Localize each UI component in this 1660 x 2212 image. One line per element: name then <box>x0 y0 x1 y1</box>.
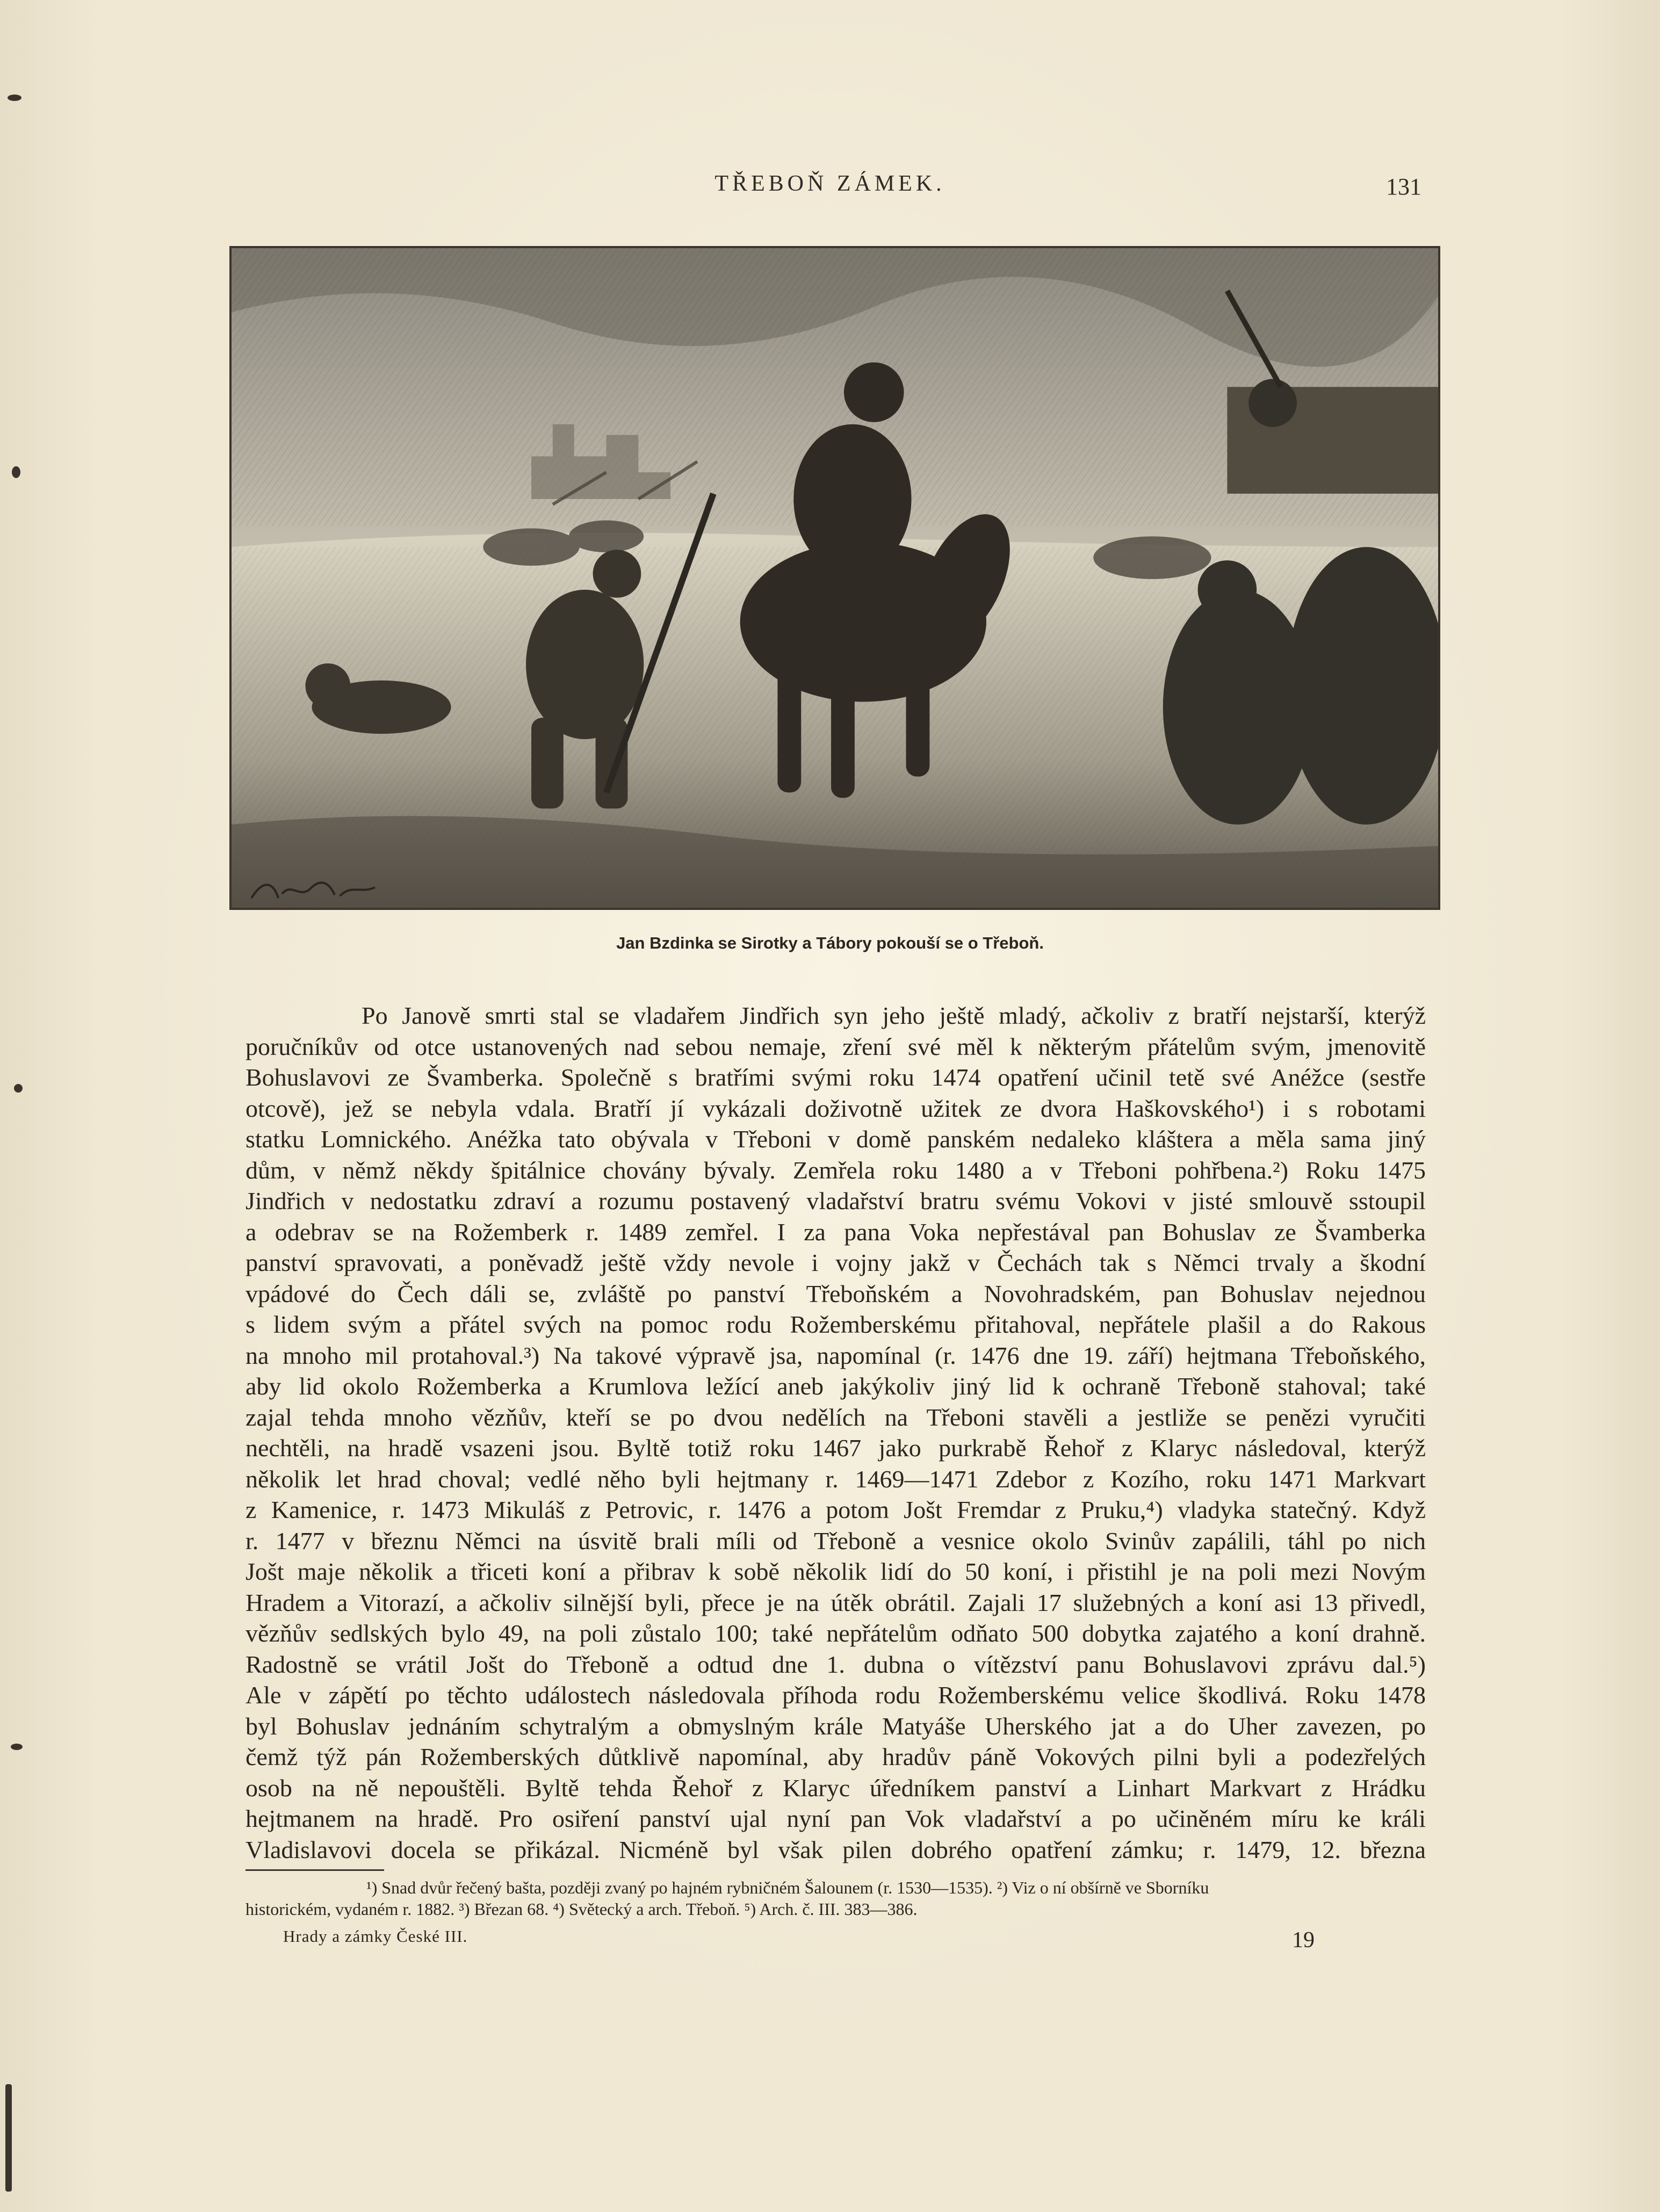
body-text <box>246 1000 1426 1865</box>
margin-speck <box>14 1084 23 1093</box>
text-line: čemž týž pán Rožemberských důtklivě napomínal, aby hradův páně Vokových pilni byli a podezřelých <box>246 1743 1426 1770</box>
text-line: hejtmanem na hradě. Pro osiření panství ujal nyní pan Vok vladařství a po učiněném míru ke králi <box>246 1805 1426 1832</box>
text-line: a odebrav se na Rožemberk r. 1489 zemřel. I za pana Voka nepřestával pan Bohuslav ze Švamberka <box>246 1218 1426 1246</box>
text-line: otcově), jež se nebyla vdala. Bratří jí vykázali doživotně užitek ze dvora Haškovského¹) i s robotami <box>246 1094 1426 1122</box>
text-line: několik let hrad choval; vedlé něho byli hejtmany r. 1469—1471 Zdebor z Kozího, roku 1471 Markvart <box>246 1465 1426 1493</box>
text-line: s lidem svým a přátel svých na pomoc rodu Rožemberskému přitahoval, nepřátele plašil a do Rakous <box>246 1311 1426 1338</box>
text-line: Jošt maje několik a třiceti koní a přibrav k sobě několik lidí do 50 koní, i přistihl je na poli mezi Novým <box>246 1558 1426 1585</box>
footnotes <box>246 1877 1426 1920</box>
page-number: 131 <box>1386 174 1421 200</box>
text-line: vězňův sedlských bylo 49, na poli zůstalo 100; také nepřátelům odňato 500 dobytka zajatého a koní drahně. <box>246 1620 1426 1647</box>
text-line: Po Janově smrti stal se vladařem Jindřich syn jeho ještě mladý, ačkoliv z bratří nejstarší, kterýž <box>362 1002 1426 1029</box>
text-line: z Kamenice, r. 1473 Mikuláš z Petrovic, r. 1476 a potom Jošt Fremdar z Pruku,⁴) vladyka statečný. Když <box>246 1496 1426 1523</box>
text-line: r. 1477 v březnu Němci na úsvitě brali míli od Třeboně a vesnice okolo Svinův zapálili, táhl po nich <box>246 1527 1426 1555</box>
text-line: na mnoho mil protahoval.³) Na takové výpravě jsa, napomínal (r. 1476 dne 19. září) hejtmana Třeboňského, <box>246 1341 1426 1369</box>
margin-speck <box>12 466 20 478</box>
text-line: byl Bohuslav jednáním schytralým a obmyslným krále Matyáše Uherského jat a do Uher zavezen, po <box>246 1712 1426 1740</box>
margin-speck <box>8 95 21 101</box>
text-line: Vladislavovi docela se přikázal. Nicméně byl však pilen dobrého opatření zámku; r. 1479, 12. března <box>246 1835 1426 1863</box>
text-line: osob na ně nepouštěli. Byltě tehda Řehoř z Klaryc úředníkem panství a Linhart Markvart z Hrádku <box>246 1774 1426 1802</box>
book-signature: Hrady a zámky České III. <box>283 1927 468 1946</box>
text-line: Ale v zápětí po těchto událostech následovala příhoda rodu Rožemberskému velice škodlivá. Roku 1478 <box>246 1681 1426 1709</box>
text-line: statku Lomnického. Anéžka tato obývala v Třeboni v domě panském nedaleko kláštera a měla sama jiný <box>246 1125 1426 1153</box>
sheet-number: 19 <box>1292 1928 1315 1953</box>
text-line: vpádové do Čech dáli se, zvláště po panství Třeboňském a Novohradském, pan Bohuslav nejednou <box>246 1280 1426 1307</box>
battle-scene-engraving <box>232 248 1438 908</box>
illustration-caption: Jan Bzdinka se Sirotky a Tábory pokouší se o Třeboň. <box>616 934 1044 952</box>
text-line: Hradem a Vitorazí, a ačkoliv silnější byli, přece je na útěk obrátil. Zajali 17 služebných a koní asi 13 přivedl, <box>246 1588 1426 1616</box>
text-line: Bohuslavovi ze Švamberka. Společně s bratřími svými roku 1474 opatření učinil tetě své Anéžce (sestře <box>246 1064 1426 1091</box>
artist-signature <box>249 878 378 905</box>
margin-speck <box>5 2084 12 2192</box>
text-line: aby lid okolo Rožemberka a Krumlova ležící aneb jakýkoliv jiný lid k ochraně Třeboně stahoval; také <box>246 1372 1426 1400</box>
text-line: Radostně se vrátil Jošt do Třeboně a odtud dne 1. dubna o vítězství panu Bohuslavovi zprávu dal.⁵) <box>246 1650 1426 1678</box>
text-line: poručníkův od otce ustanovených nad sebou nemaje, zření své měl k některým přátelům svým, jmenovitě <box>246 1032 1426 1060</box>
text-line: dům, v němž někdy špitálnice chovány bývaly. Zemřela roku 1480 a v Třeboni pohřbena.²) Roku 1475 <box>246 1156 1426 1184</box>
margin-speck <box>11 1744 23 1750</box>
footnote-line: historickém, vydaném r. 1882. ³) Březan 68. ⁴) Světecký a arch. Třeboň. ⁵) Arch. č. III. 383—386. <box>246 1899 918 1919</box>
footnote-rule <box>246 1869 384 1871</box>
text-line: zajal tehda mnoho vězňův, kteří se po dvou nedělích na Třeboni stavěli a jestliže se penězi vyručiti <box>246 1403 1426 1431</box>
running-head: TŘEBOŇ ZÁMEK. <box>714 171 946 196</box>
text-line: panství spravovati, a poněvadž ještě vždy nevole i vojny jakž v Čechách tak s Němci trvaly a škodní <box>246 1249 1426 1276</box>
footnote-line: ¹) Snad dvůr řečený bašta, později zvaný po hajném rybničném Šalounem (r. 1530—1535). ²) Viz o ní obšírně ve Sborníku <box>366 1878 1209 1897</box>
text-line: Jindřich v nedostatku zdraví a rozumu postavený vladařství bratru svému Vokovi v jisté smlouvě sstoupil <box>246 1187 1426 1215</box>
engraving-illustration <box>229 246 1440 910</box>
text-line: nechtěli, na hradě vsazeni jsou. Byltě totiž roku 1467 jako purkrabě Řehoř z Klaryc následoval, kterýž <box>246 1434 1426 1462</box>
